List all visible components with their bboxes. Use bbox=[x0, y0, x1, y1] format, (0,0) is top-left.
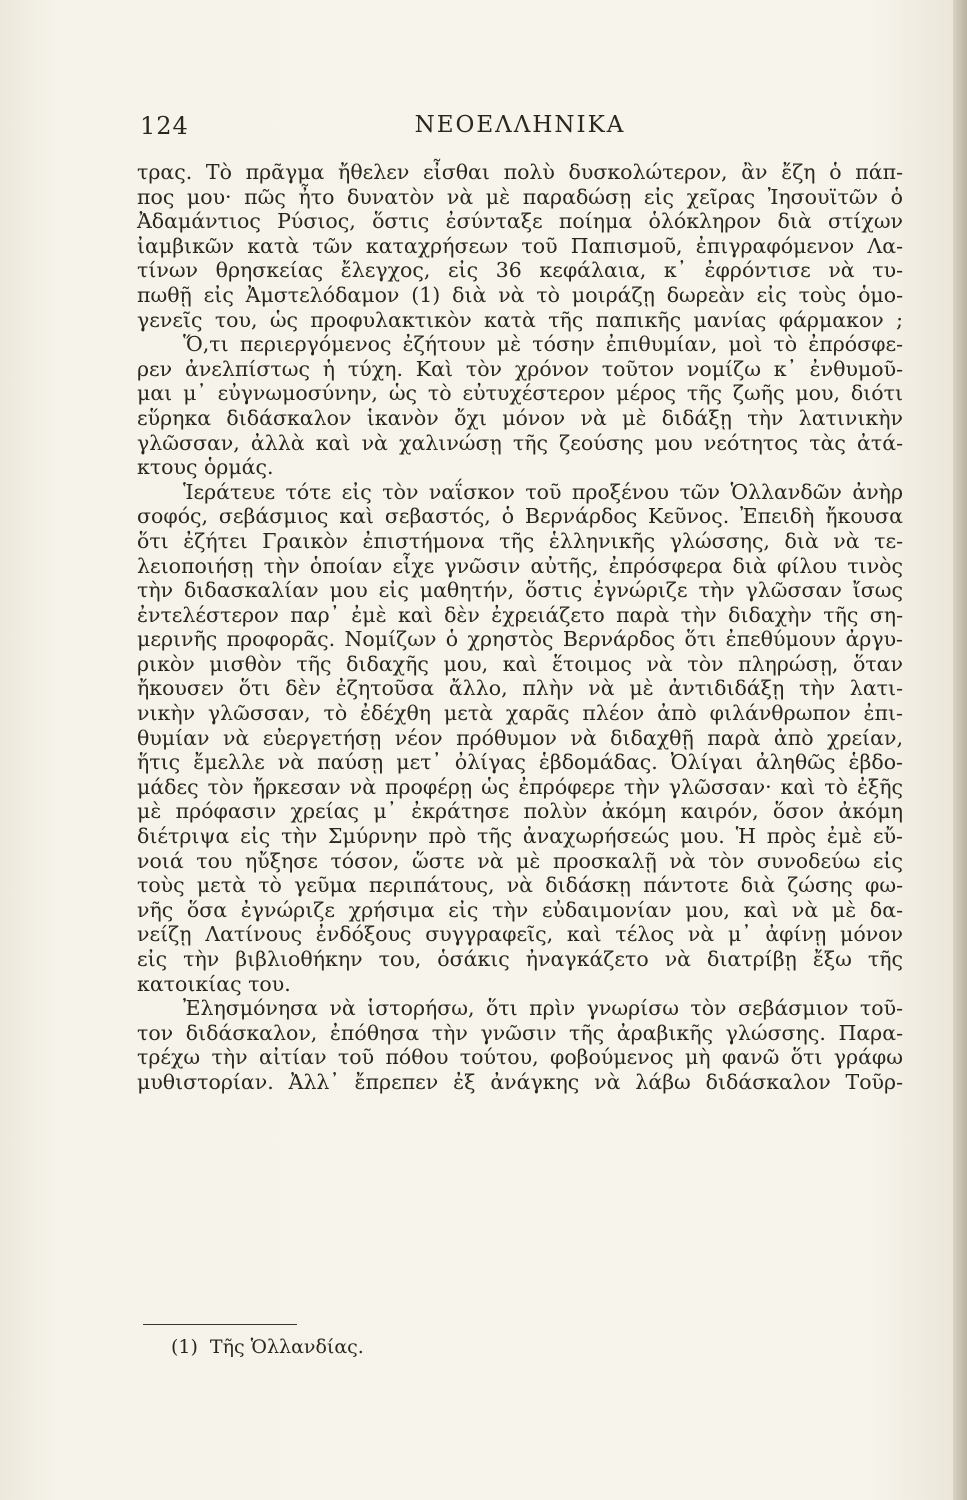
footnote-divider bbox=[143, 1324, 297, 1325]
text-line: μαι μ᾽ εὐγνωμοσύνην, ὡς τὸ εὐτυχέστερον μέρος τῆς ζωῆς μου, διότι bbox=[137, 381, 903, 406]
text-line: γλῶσσαν, ἀλλὰ καὶ νὰ χαλινώσῃ τῆς ζεούσης μου νεότητος τὰς ἀτά- bbox=[137, 430, 903, 455]
text-line: νείζῃ Λατίνους ἐνδόξους συγγραφεῖς, καὶ τέλος νὰ μ᾽ ἀφίνῃ μόνον bbox=[137, 922, 903, 947]
footnote-mark: (1) bbox=[171, 1336, 198, 1358]
text-line: τον διδάσκαλον, ἐπόθησα τὴν γνῶσιν τῆς ἀραβικῆς γλώσσης. Παρα- bbox=[137, 1020, 903, 1045]
text-line: ὅτι ἐζήτει Γραικὸν ἐπιστήμονα τῆς ἑλληνικῆς γλώσσης, διὰ νὰ τε- bbox=[137, 528, 903, 553]
text-line: τρέχω τὴν αἰτίαν τοῦ πόθου τούτου, φοβούμενος μὴ φανῶ ὅτι γράφω bbox=[137, 1045, 903, 1070]
paragraph-start-line: Ὅ,τι περιεργόμενος ἐζήτουν μὲ τόσην ἐπιθυμίαν, μοὶ τὸ ἐπρόσφε- bbox=[183, 332, 903, 357]
text-line: ρικὸν μισθὸν τῆς διδαχῆς μου, καὶ ἕτοιμος νὰ τὸν πληρώσῃ, ὅταν bbox=[137, 651, 903, 676]
footnote-text: Τῆς Ὁλλανδίας. bbox=[209, 1336, 364, 1358]
text-line: μάδες τὸν ἤρκεσαν νὰ προφέρῃ ὡς ἐπρόφερε τὴν γλῶσσαν· καὶ τὸ ἐξῆς bbox=[137, 774, 903, 799]
text-line: ἐντελέστερον παρ᾽ ἐμὲ καὶ δὲν ἐχρειάζετο παρὰ τὴν διδαχὴν τῆς ση- bbox=[137, 602, 903, 627]
running-title: ΝΕΟΕΛΛΗΝΙΚΑ bbox=[414, 112, 626, 138]
text-line: μερινῆς προφορᾶς. Νομίζων ὁ χρηστὸς Βερνάρδος ὅτι ἐπεθύμουν ἀργυ- bbox=[137, 627, 903, 652]
text-line: εὕρηκα διδάσκαλον ἱκανὸν ὄχι μόνον νὰ μὲ διδάξῃ τὴν λατινικὴν bbox=[137, 405, 903, 430]
text-line: Ἀδαμάντιος Ρύσιος, ὅστις ἐσύνταξε ποίημα ὁλόκληρον διὰ στίχων bbox=[137, 209, 903, 234]
text-line: ἰαμβικῶν κατὰ τῶν καταχρήσεων τοῦ Παπισμοῦ, ἐπιγραφόμενον Λα- bbox=[137, 233, 903, 258]
text-line: τρας. Τὸ πρᾶγμα ἤθελεν εἶσθαι πολὺ δυσκολώτερον, ἂν ἔζη ὁ πάπ- bbox=[137, 160, 903, 184]
paragraph-start-line: Ἱεράτευε τότε εἰς τὸν ναΐσκον τοῦ προξένου τῶν Ὁλλανδῶν ἀνὴρ bbox=[183, 479, 903, 504]
text-line: εἰς τὴν βιβλιοθήκην του, ὁσάκις ἠναγκάζετο νὰ διατρίβῃ ἔξω τῆς bbox=[137, 947, 903, 971]
paragraph-end-line: κατοικίας του. bbox=[137, 971, 291, 996]
text-line: νῆς ὅσα ἐγνώριζε χρήσιμα εἰς τὴν εὐδαιμονίαν μου, καὶ νὰ μὲ δα- bbox=[137, 897, 903, 922]
page-header bbox=[140, 112, 900, 146]
text-line: γενεῖς του, ὡς προφυλακτικὸν κατὰ τῆς παπικῆς μανίας φάρμακον ; bbox=[137, 307, 903, 332]
text-line: λειοποιήσῃ τὴν ὁποίαν εἶχε γνῶσιν αὐτῆς, ἐπρόσφερα διὰ φίλου τινὸς bbox=[137, 553, 903, 578]
text-line: πωθῇ εἰς Ἀμστελόδαμον (1) διὰ νὰ τὸ μοιράζῃ δωρεὰν εἰς τοὺς ὁμο- bbox=[137, 282, 903, 307]
text-line: τοὺς μετὰ τὸ γεῦμα περιπάτους, νὰ διδάσκῃ πάντοτε διὰ ζώσης φω- bbox=[137, 873, 903, 898]
text-line: ἤκουσεν ὅτι δὲν ἐζητοῦσα ἄλλο, πλὴν νὰ μὲ ἀντιδιδάξῃ τὴν λατι- bbox=[137, 676, 903, 701]
text-line: μυθιστορίαν. Ἀλλ᾽ ἔπρεπεν ἐξ ἀνάγκης νὰ λάβω διδάσκαλον Τοῦρ- bbox=[137, 1069, 903, 1094]
paragraph-end-line: κτους ὁρμάς. bbox=[137, 455, 274, 480]
text-line: ἥτις ἔμελλε νὰ παύσῃ μετ᾽ ὀλίγας ἑβδομάδας. Ὀλίγαι ἀληθῶς ἑβδο- bbox=[137, 750, 903, 775]
text-line: ρεν ἀνελπίστως ἡ τύχη. Καὶ τὸν χρόνον τοῦτον νομίζω κ᾽ ἐνθυμοῦ- bbox=[137, 356, 903, 381]
body-text bbox=[137, 160, 903, 1095]
text-line: πος μου· πῶς ἦτο δυνατὸν νὰ μὲ παραδώσῃ εἰς χεῖρας Ἰησουϊτῶν ὁ bbox=[137, 184, 903, 209]
text-line: διέτριψα εἰς τὴν Σμύρνην πρὸ τῆς ἀναχωρήσεώς μου. Ἡ πρὸς ἐμὲ εὔ- bbox=[137, 824, 903, 849]
text-line: θυμίαν νὰ εὐεργετήσῃ νέον πρόθυμον νὰ διδαχθῇ παρὰ ἀπὸ χρείαν, bbox=[137, 725, 903, 750]
text-line: τὴν διδασκαλίαν μου εἰς μαθητήν, ὅστις ἐγνώριζε τὴν γλῶσσαν ἴσως bbox=[137, 578, 903, 603]
text-line: νικὴν γλῶσσαν, τὸ ἐδέχθη μετὰ χαρᾶς πλέον ἀπὸ φιλάνθρωπον ἐπι- bbox=[137, 701, 903, 726]
page-edge bbox=[953, 0, 967, 1500]
text-line: σοφός, σεβάσμιος καὶ σεβαστός, ὁ Βερνάρδος Κεῦνος. Ἐπειδὴ ἤκουσα bbox=[137, 504, 903, 529]
footnote bbox=[171, 1336, 364, 1358]
text-line: τίνων θρησκείας ἔλεγχος, εἰς 36 κεφάλαια, κ᾽ ἐφρόντισε νὰ τυ- bbox=[137, 258, 903, 283]
text-line: μὲ πρόφασιν χρείας μ᾽ ἐκράτησε πολὺν ἀκόμη καιρόν, ὅσον ἀκόμη bbox=[137, 799, 903, 824]
paragraph-start-line: Ἐλησμόνησα νὰ ἱστορήσω, ὅτι πρὶν γνωρίσω τὸν σεβάσμιον τοῦ- bbox=[183, 996, 903, 1021]
page-number: 124 bbox=[140, 112, 189, 140]
text-line: νοιά του ηὔξησε τόσον, ὥστε νὰ μὲ προσκαλῇ νὰ τὸν συνοδεύω εἰς bbox=[137, 848, 903, 873]
